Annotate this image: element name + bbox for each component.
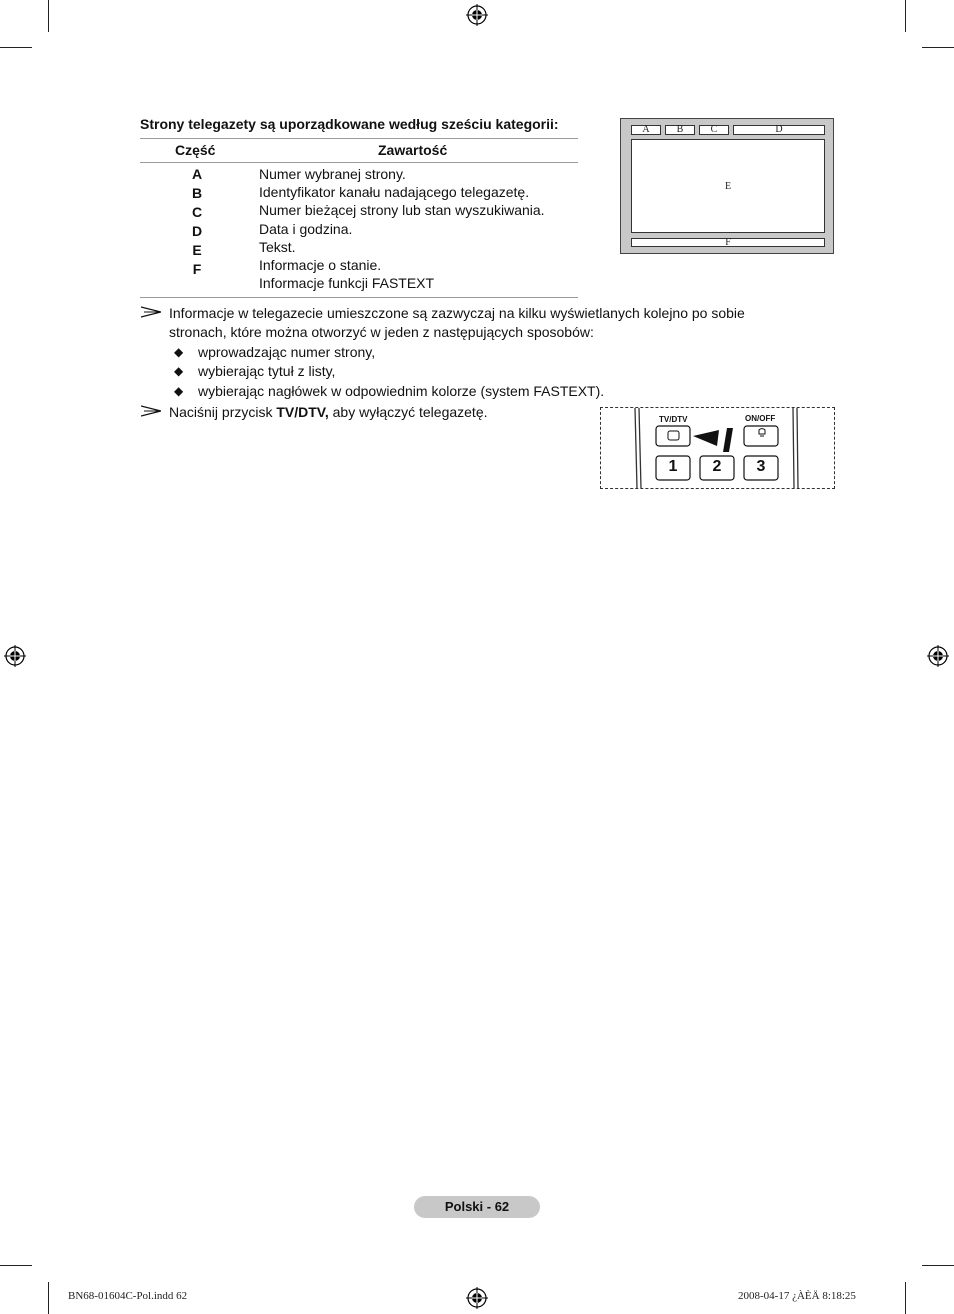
table-cell-part: B <box>191 185 203 201</box>
bullet-item: wybierając tytuł z listy, <box>198 363 336 379</box>
bullet-item: wprowadzając numer strony, <box>198 344 376 360</box>
diagram-area-b: B <box>665 125 695 135</box>
diagram-area-e: E <box>631 139 825 233</box>
table-cell-part: A <box>191 166 203 182</box>
diagram-area-c: C <box>699 125 729 135</box>
teletext-layout-diagram <box>620 118 834 254</box>
note-line: stronach, które można otworzyć w jeden z następujących sposobów: <box>169 323 594 340</box>
crop-mark <box>0 1265 32 1266</box>
crop-mark <box>48 0 49 32</box>
diamond-bullet-icon: ◆ <box>174 345 184 359</box>
remote-control-illustration <box>600 407 835 489</box>
tvdtv-label: TV/DTV <box>659 415 688 424</box>
diagram-area-f: F <box>631 238 825 247</box>
crop-mark <box>0 47 32 48</box>
table-content-column <box>259 165 545 292</box>
table-divider <box>140 138 578 139</box>
table-cell-content: Data i godzina. <box>259 220 353 237</box>
table-cell-content: Identyfikator kanału nadającego telegazetę. <box>259 184 530 201</box>
table-divider <box>140 297 578 298</box>
remote-key-2: 2 <box>712 458 722 475</box>
section-heading: Strony telegazety są uporządkowane według sześciu kategorii: <box>140 116 559 132</box>
crop-mark <box>922 1265 954 1266</box>
note-text-part: Naciśnij przycisk <box>169 404 277 420</box>
table-header-content: Zawartość <box>378 142 448 158</box>
table-cell-content: Numer bieżącej strony lub stan wyszukiwania. <box>259 202 545 219</box>
crop-mark <box>48 1282 49 1314</box>
note-arrow-icon <box>141 405 161 417</box>
diagram-area-d: D <box>733 125 825 135</box>
remote-body-icon <box>601 408 834 488</box>
table-cell-content: Tekst. <box>259 238 296 255</box>
registration-mark-icon <box>927 645 949 667</box>
crop-mark <box>905 0 906 32</box>
registration-mark-icon <box>466 4 488 26</box>
diamond-bullet-icon: ◆ <box>174 384 184 398</box>
table-cell-part: F <box>192 261 202 277</box>
table-cell-content: Numer wybranej strony. <box>259 166 406 182</box>
table-part-column <box>185 165 209 279</box>
crop-mark <box>922 47 954 48</box>
table-cell-part: E <box>192 242 202 258</box>
remote-key-1: 1 <box>668 458 678 475</box>
remote-key-3: 3 <box>756 458 766 475</box>
bullet-item: wybierając nagłówek w odpowiednim kolorze (system FASTEXT). <box>198 383 605 399</box>
print-timestamp-slug: 2008-04-17 ¿ÀÈÄ 8:18:25 <box>738 1290 856 1302</box>
note-text <box>169 403 488 422</box>
tvdtv-button-name: TV/DTV, <box>276 404 329 420</box>
crop-mark <box>905 1282 906 1314</box>
note-text-part: aby wyłączyć telegazetę. <box>328 404 488 420</box>
note-line: Informacje w telegazecie umieszczone są zazwyczaj na kilku wyświetlanych kolejno po sobie <box>169 305 745 321</box>
note-arrow-icon <box>141 306 161 318</box>
registration-mark-icon <box>4 645 26 667</box>
table-divider <box>140 162 578 163</box>
onoff-label: ON/OFF <box>745 414 776 423</box>
registration-mark-icon <box>466 1287 488 1309</box>
note-text <box>169 304 745 341</box>
table-cell-part: D <box>191 223 203 239</box>
diagram-area-a: A <box>631 125 661 135</box>
print-file-slug: BN68-01604C-Pol.indd 62 <box>68 1290 188 1302</box>
table-cell-part: C <box>191 204 203 220</box>
table-cell-content: Informacje funkcji FASTEXT <box>259 275 435 292</box>
page-number-badge: Polski - 62 <box>414 1196 540 1218</box>
table-cell-content: Informacje o stanie. <box>259 257 382 274</box>
table-header-part: Część <box>175 142 216 158</box>
diamond-bullet-icon: ◆ <box>174 364 184 378</box>
